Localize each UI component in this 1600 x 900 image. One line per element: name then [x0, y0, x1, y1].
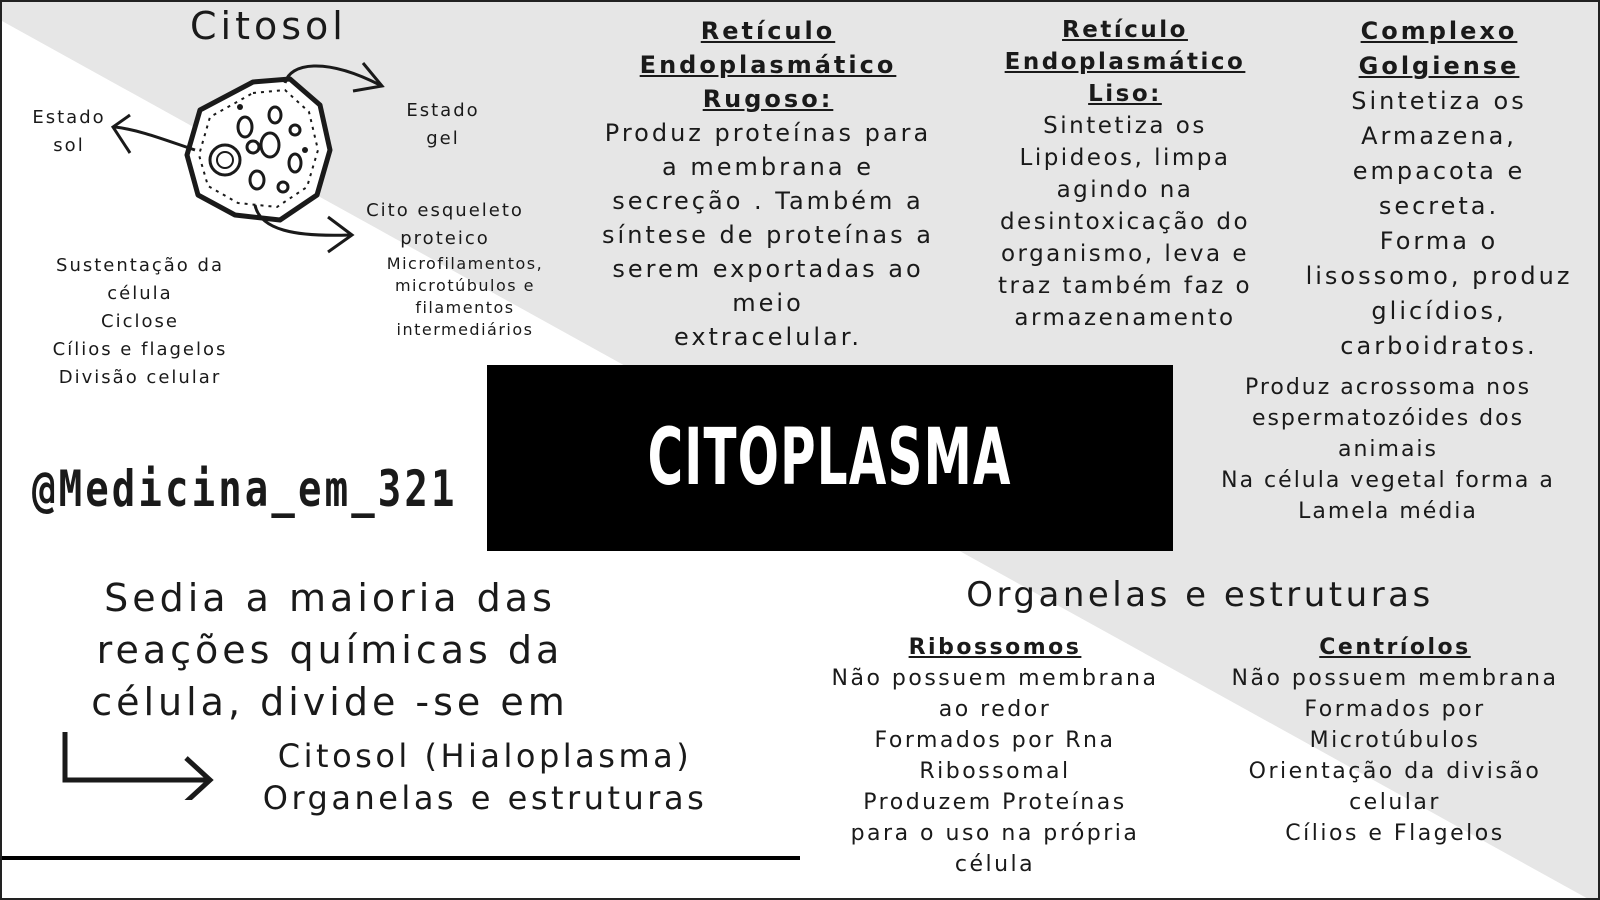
summary-parts: [245, 735, 725, 819]
function-item: Cílios e flagelos: [52, 339, 228, 360]
ribosomes-line: Não possuem membrana: [831, 666, 1159, 691]
ser-heading-line: Retículo: [1062, 17, 1188, 43]
ribosomes-line: Ribossomal: [919, 759, 1071, 784]
golgi-text-line: glicídios,: [1371, 297, 1507, 325]
arrow-gel-head-icon: [353, 63, 382, 91]
golgi-extra-line: Lamela média: [1298, 499, 1478, 524]
cytoskeleton-item: microtúbulos e: [394, 276, 536, 295]
golgi-text-line: lisossomo, produz: [1305, 262, 1573, 290]
golgi-extra-line: Produz acrossoma nos: [1244, 375, 1532, 400]
label-sol-line: Estado: [32, 107, 106, 128]
ribosomes-line: Produzem Proteínas: [863, 790, 1127, 815]
golgi-section: [1280, 14, 1598, 364]
function-item: Divisão celular: [58, 367, 222, 388]
ser-heading: [960, 14, 1290, 110]
cytoskeleton-item: intermediários: [396, 320, 534, 339]
rer-text-line: Produz proteínas para: [604, 119, 932, 147]
rer-text-line: a membrana e: [662, 153, 874, 181]
rer-text: [568, 116, 968, 354]
ser-section: [960, 14, 1290, 334]
ser-heading-line: Liso:: [1088, 81, 1162, 107]
golgi-text: [1280, 84, 1598, 364]
author-handle: @Medicina_em_321: [32, 460, 458, 518]
function-item: Sustentação da: [56, 255, 224, 276]
golgi-extra-line: animais: [1337, 437, 1439, 462]
ser-text-line: traz também faz o: [997, 273, 1253, 299]
summary-part: Organelas e estruturas: [262, 779, 708, 817]
ribosomes-section: [795, 632, 1195, 880]
centrioles-line: Cílios e Flagelos: [1285, 821, 1505, 846]
label-sol-line: sol: [53, 135, 85, 156]
centrioles-line: Orientação da divisão: [1248, 759, 1542, 784]
ribosomes-line: para o uso na própria: [850, 821, 1140, 846]
golgi-heading-line: Golgiense: [1358, 52, 1520, 80]
function-item: célula: [107, 283, 173, 304]
rer-text-line: meio: [732, 289, 804, 317]
ser-text-line: armazenamento: [1014, 305, 1236, 331]
golgi-text-line: empacota e: [1352, 157, 1526, 185]
ser-text-line: Sintetiza os: [1043, 113, 1207, 139]
right-angle-arrow-icon: [58, 730, 223, 800]
function-item: Ciclose: [101, 311, 179, 332]
rer-text-line: síntese de proteínas a: [602, 221, 934, 249]
ser-text-line: organismo, leva e: [1000, 241, 1250, 267]
ser-heading-line: Endoplasmático: [1004, 49, 1246, 75]
centrioles-line: Não possuem membrana: [1231, 666, 1559, 691]
citosol-title: Citosol: [190, 4, 347, 48]
cytoskeleton-items: [365, 253, 565, 341]
golgi-text-line: Armazena,: [1361, 122, 1517, 150]
golgi-text-line: Sintetiza os: [1351, 87, 1527, 115]
golgi-extra: [1178, 372, 1598, 527]
title-banner: [487, 365, 1173, 551]
ribosomes-line: célula: [954, 852, 1036, 877]
rer-heading-line: Endoplasmático: [639, 51, 897, 79]
citosol-functions: [15, 252, 265, 392]
centrioles-line: Formados por: [1304, 697, 1486, 722]
rer-text-line: serem exportadas ao: [612, 255, 924, 283]
golgi-heading: [1280, 14, 1598, 84]
label-estado-gel: [388, 97, 498, 153]
summary-part: Citosol (Hialoplasma): [277, 737, 693, 775]
ribosomes-heading: Ribossomos: [908, 635, 1082, 660]
ser-text-line: desintoxicação do: [999, 209, 1251, 235]
cytoskeleton-title: [340, 197, 550, 253]
ribosomes-line: ao redor: [938, 697, 1052, 722]
centrioles-line: Microtúbulos: [1309, 728, 1481, 753]
summary-line: Sedia a maioria das: [104, 576, 556, 620]
golgi-heading-line: Complexo: [1360, 17, 1518, 45]
summary-text: [30, 572, 630, 728]
label-gel-line: gel: [426, 128, 460, 149]
rer-heading-line: Rugoso:: [702, 85, 834, 113]
cytoskeleton-item: Microfilamentos,: [386, 254, 544, 273]
ser-text: [960, 110, 1290, 334]
label-gel-line: Estado: [406, 100, 480, 121]
cytoskeleton-title-line: Cito esqueleto: [366, 200, 524, 221]
ribosomes-line: Formados por Rna: [874, 728, 1116, 753]
golgi-extra-line: espermatozóides dos: [1251, 406, 1525, 431]
rer-section: [568, 14, 968, 354]
organelles-title: Organelas e estruturas: [966, 575, 1434, 615]
rer-text-line: extracelular.: [673, 323, 863, 351]
centrioles-section: [1195, 632, 1595, 849]
ser-text-line: Lipideos, limpa: [1019, 145, 1231, 171]
arrow-gel-icon: [285, 66, 380, 85]
cytoskeleton-item: filamentos: [415, 298, 515, 317]
rer-text-line: secreção . Também a: [612, 187, 924, 215]
summary-line: reações químicas da: [96, 628, 564, 672]
page-title: CITOPLASMA: [647, 413, 1013, 503]
rer-heading: [568, 14, 968, 116]
golgi-extra-line: Na célula vegetal forma a: [1221, 468, 1555, 493]
cytoskeleton-title-line: proteico: [400, 228, 490, 249]
ser-text-line: agindo na: [1056, 177, 1194, 203]
organelle-icon: [302, 147, 308, 153]
summary-line: célula, divide -se em: [91, 680, 569, 724]
centrioles-line: celular: [1349, 790, 1441, 815]
golgi-text-line: secreta.: [1378, 192, 1500, 220]
organelle-icon: [237, 104, 243, 110]
golgi-text-line: carboidratos.: [1340, 332, 1538, 360]
golgi-text-line: Forma o: [1379, 227, 1499, 255]
label-estado-sol: [14, 104, 124, 160]
rer-heading-line: Retículo: [700, 17, 836, 45]
centrioles-heading: Centríolos: [1319, 635, 1471, 660]
